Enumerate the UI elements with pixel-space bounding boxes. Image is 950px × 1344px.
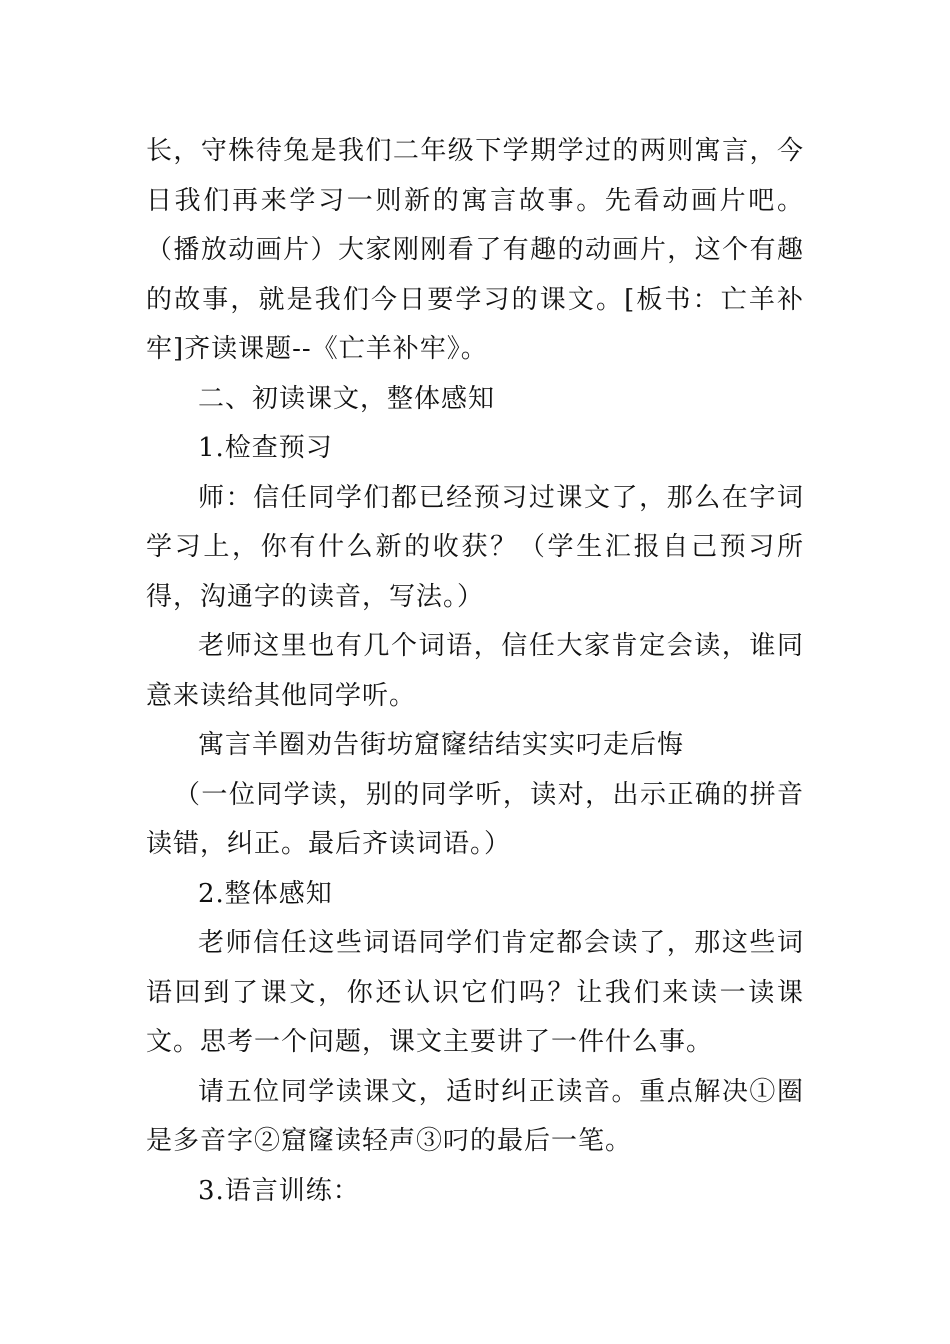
subheading-overall-perception: 2.整体感知 (198, 878, 333, 909)
subheading-language-training: 3.语言训练： (198, 1175, 360, 1206)
paragraph-intro-continuation: 长，守株待兔是我们二年级下学期学过的两则寓言，今日我们再来学习一则新的寓言故事。先看动画片吧。（播放动画片）大家刚刚看了有趣的动画片，这个有趣的故事，就是我们今日要学习的课文。[板书：亡羊补牢]齐读课题--《亡羊补牢》。 (146, 136, 804, 364)
section-heading-first-reading: 二、初读课文，整体感知 (198, 383, 496, 414)
paragraph-vocabulary-list: 寓言羊圈劝告街坊窟窿结结实实叼走后悔 (198, 730, 685, 760)
paragraph-vocabulary-intro: 老师这里也有几个词语，信任大家肯定会读，谁同意来读给其他同学听。 (146, 631, 804, 711)
subheading-check-preview: 1.检查预习 (198, 433, 333, 463)
paragraph-pronunciation-points: 请五位同学读课文，适时纠正读音。重点解决①圈是多音字②窟窿读轻声③叼的最后一笔。 (146, 1076, 804, 1156)
paragraph-read-text: 老师信任这些词语同学们肯定都会读了，那这些词语回到了课文，你还认识它们吗？让我们来读一读课文。思考一个问题，课文主要讲了一件什么事。 (146, 928, 804, 1057)
paragraph-reading-note: （一位同学读，别的同学听，读对，出示正确的拼音读错，纠正。最后齐读词语。） (146, 779, 804, 859)
paragraph-teacher-question: 师：信任同学们都已经预习过课文了，那么在字词学习上，你有什么新的收获？（学生汇报自己预习所得，沟通字的读音，写法。） (146, 482, 804, 612)
